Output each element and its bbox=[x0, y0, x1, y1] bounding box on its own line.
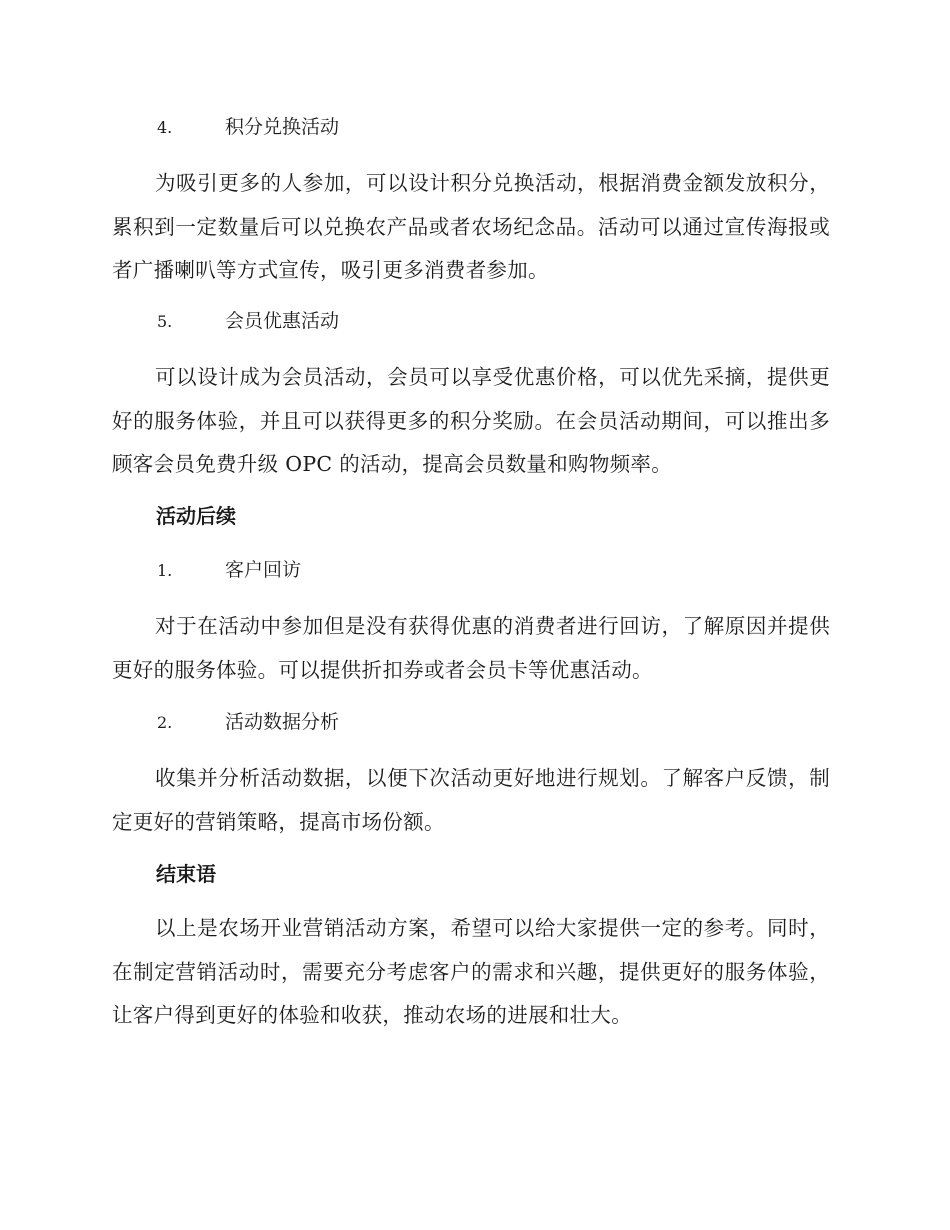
list-number: 1. bbox=[157, 561, 173, 580]
list-number: 4. bbox=[157, 118, 173, 137]
list-title: 会员优惠活动 bbox=[225, 310, 340, 332]
paragraph-data-analysis: 收集并分析活动数据，以便下次活动更好地进行规划。了解客户反馈，制定更好的营销策略，提高市场份额。 bbox=[112, 766, 830, 834]
paragraph-member-discount: 可以设计成为会员活动，会员可以享受优惠价格，可以优先采摘，提供更好的服务体验，并且可以获得更多的积分奖励。在会员活动期间，可以推出多顾客会员免费升级 OPC 的活动，提高会员数量和购物频率。 bbox=[112, 365, 830, 476]
list-title: 积分兑换活动 bbox=[225, 116, 340, 138]
list-number: 5. bbox=[157, 312, 173, 331]
list-number: 2. bbox=[157, 713, 173, 732]
paragraph-conclusion: 以上是农场开业营销活动方案，希望可以给大家提供一定的参考。同时，在制定营销活动时，需要充分考虑客户的需求和兴趣，提供更好的服务体验，让客户得到更好的体验和收获，推动农场的进展和壮大。 bbox=[112, 916, 830, 1027]
section-heading-conclusion: 结束语 bbox=[156, 862, 216, 886]
section-heading-followup: 活动后续 bbox=[156, 504, 236, 528]
list-title: 活动数据分析 bbox=[225, 711, 340, 733]
list-title: 客户回访 bbox=[225, 559, 302, 581]
paragraph-customer-revisit: 对于在活动中参加但是没有获得优惠的消费者进行回访，了解原因并提供更好的服务体验。可以提供折扣券或者会员卡等优惠活动。 bbox=[112, 614, 830, 682]
paragraph-points-exchange: 为吸引更多的人参加，可以设计积分兑换活动，根据消费金额发放积分，累积到一定数量后可以兑换农产品或者农场纪念品。活动可以通过宣传海报或者广播喇叭等方式宣传，吸引更多消费者参加。 bbox=[112, 171, 830, 282]
